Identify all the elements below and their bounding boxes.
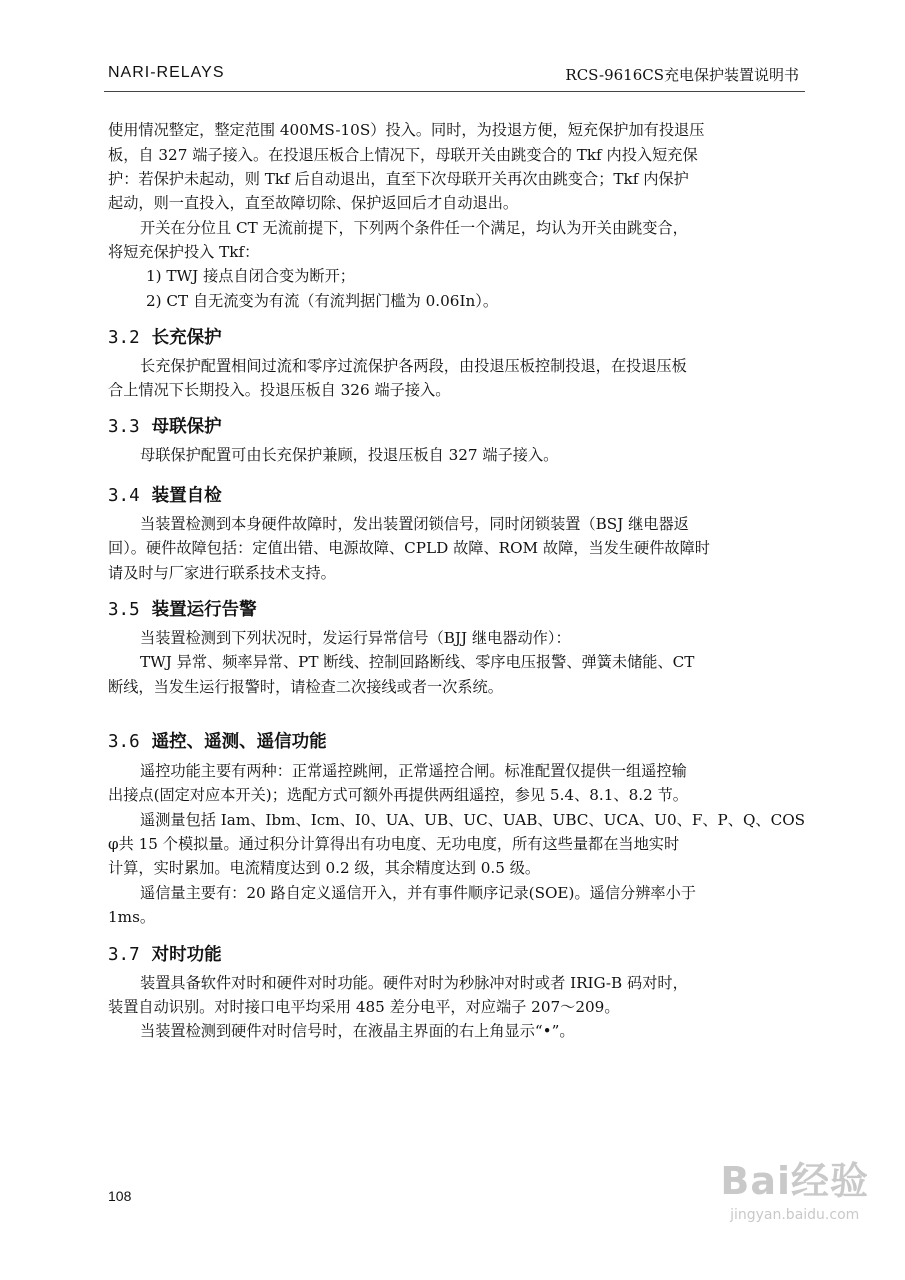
paragraph-line: 开关在分位且 CT 无流前提下，下列两个条件任一个满足，均认为开关由跳变合， bbox=[140, 219, 688, 237]
section-heading: 3.2 长充保护 bbox=[108, 328, 222, 348]
paragraph-line: 请及时与厂家进行联系技术支持。 bbox=[108, 564, 336, 582]
paragraph-line: 回）。硬件故障包括：定值出错、电源故障、CPLD 故障、ROM 故障，当发生硬件故障时 bbox=[108, 539, 710, 557]
paragraph-line: 遥控功能主要有两种：正常遥控跳闸，正常遥控合闸。标准配置仅提供一组遥控输 bbox=[140, 762, 687, 780]
paragraph-line: 装置具备软件对时和硬件对时功能。硬件对时为秒脉冲对时或者 IRIG-B 码对时， bbox=[140, 974, 688, 992]
paragraph-line: 使用情况整定，整定范围 400MS-10S）投入。同时，为投退方便，短充保护加有投退压 bbox=[108, 121, 705, 139]
paragraph-line: 合上情况下长期投入。投退压板自 326 端子接入。 bbox=[108, 381, 451, 399]
baidu-watermark bbox=[720, 1150, 869, 1223]
paragraph-line: 当装置检测到硬件对时信号时，在液晶主界面的右上角显示“•”。 bbox=[140, 1022, 575, 1040]
paragraph-line: 长充保护配置相间过流和零序过流保护各两段，由投退压板控制投退，在投退压板 bbox=[140, 357, 687, 375]
paragraph-line: 1ms。 bbox=[108, 908, 156, 926]
paragraph-line: 母联保护配置可由长充保护兼顾，投退压板自 327 端子接入。 bbox=[140, 446, 559, 464]
paragraph-line: 起动，则一直投入，直至故障切除、保护返回后才自动退出。 bbox=[108, 194, 519, 212]
paragraph-line: 护：若保护未起动，则 Tkf 后自动退出，直至下次母联开关再次由跳变合；Tkf 内保护 bbox=[108, 170, 689, 188]
section-heading: 3.5 装置运行告警 bbox=[108, 600, 257, 620]
header-brand: NARI-RELAYS bbox=[108, 64, 225, 81]
paragraph-line: 断线，当发生运行报警时，请检查二次接线或者一次系统。 bbox=[108, 678, 503, 696]
list-item: 1) TWJ 接点自闭合变为断开； bbox=[146, 267, 355, 285]
watermark-logo: Bai经验 bbox=[720, 1159, 869, 1203]
paragraph-line: 遥信量主要有：20 路自定义遥信开入，并有事件顺序记录(SOE)。遥信分辨率小于 bbox=[140, 884, 696, 902]
paragraph-line: TWJ 异常、频率异常、PT 断线、控制回路断线、零序电压报警、弹簧未储能、CT bbox=[140, 653, 695, 671]
section-heading: 3.6 遥控、遥测、遥信功能 bbox=[108, 732, 327, 752]
header-divider bbox=[104, 91, 805, 92]
paragraph-line: 遥测量包括 Iam、Ibm、Icm、I0、UA、UB、UC、UAB、UBC、UCA、U0、F、P、Q、COS bbox=[140, 811, 806, 829]
paragraph-line: 将短充保护投入 Tkf： bbox=[108, 243, 260, 261]
paragraph-line: 计算，实时累加。电流精度达到 0.2 级，其余精度达到 0.5 级。 bbox=[108, 859, 541, 877]
section-heading: 3.7 对时功能 bbox=[108, 945, 222, 965]
paragraph-line: 板，自 327 端子接入。在投退压板合上情况下，母联开关由跳变合的 Tkf 内投入短充保 bbox=[108, 146, 698, 164]
watermark-url: jingyan.baidu.com bbox=[730, 1207, 860, 1223]
paragraph-line: φ共 15 个模拟量。通过积分计算得出有功电度、无功电度，所有这些量都在当地实时 bbox=[108, 835, 680, 853]
paragraph-line: 当装置检测到本身硬件故障时，发出装置闭锁信号，同时闭锁装置（BSJ 继电器返 bbox=[140, 515, 689, 533]
section-heading: 3.3 母联保护 bbox=[108, 417, 222, 437]
list-item: 2) CT 自无流变为有流（有流判据门槛为 0.06In）。 bbox=[146, 292, 499, 310]
page-number: 108 bbox=[108, 1188, 132, 1204]
paragraph-line: 出接点(固定对应本开关)；选配方式可额外再提供两组遥控，参见 5.4、8.1、8.2 节。 bbox=[108, 786, 688, 804]
paragraph-line: 当装置检测到下列状况时，发运行异常信号（BJJ 继电器动作）： bbox=[140, 629, 571, 647]
paragraph-line: 装置自动识别。对时接口电平均采用 485 差分电平，对应端子 207～209。 bbox=[108, 998, 620, 1016]
section-heading: 3.4 装置自检 bbox=[108, 486, 222, 506]
header-title: RCS-9616CS充电保护装置说明书 bbox=[565, 66, 799, 84]
